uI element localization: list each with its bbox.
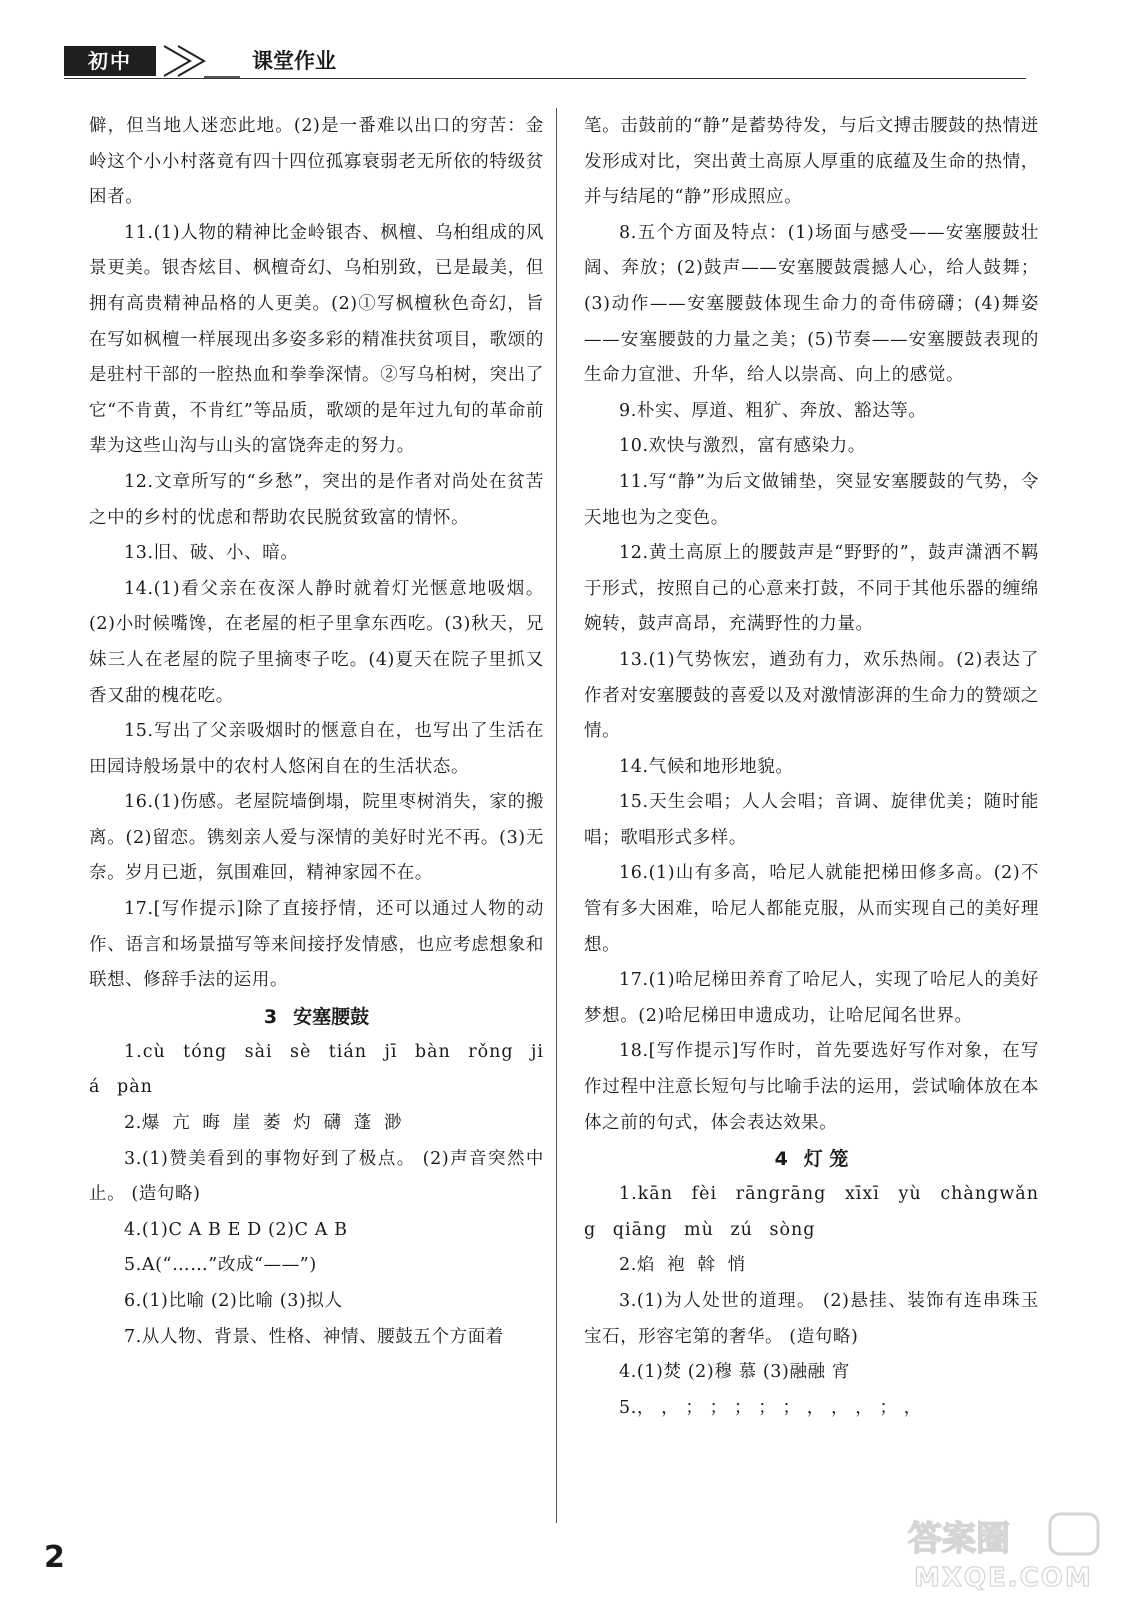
answer-paragraph: 僻，但当地人迷恋此地。(2)是一番难以出口的穷苦：金岭这个小小村落竟有四十四位孤寡衰弱老无所依的特级贫困者。: [89, 116, 544, 208]
answer-paragraph: 13.(1)气势恢宏，遒劲有力，欢乐热闹。(2)表达了作者对安塞腰鼓的喜爱以及对激情澎湃的生命力的赞颂之情。: [584, 649, 1039, 742]
answer-paragraph: 8.五个方面及特点：(1)场面与感受——安塞腰鼓壮阔、奔放；(2)鼓声——安塞腰鼓震撼人心，给人鼓舞；(3)动作——安塞腰鼓体现生命力的奇伟磅礴；(4)舞姿——安塞腰鼓的力量之美；(5)节奏——安塞腰鼓表现的生命力宣泄、升华，给人以崇高、向上的感觉。: [584, 222, 1039, 386]
svg-text:MXQE.COM: MXQE.COM: [914, 1563, 1093, 1593]
header-rule: [64, 78, 1026, 79]
page-number: 2: [44, 1540, 65, 1575]
answer-paragraph: 2.焰 袍 斡 悄: [619, 1255, 746, 1276]
answer-paragraph: 10.欢快与激烈，富有感染力。: [619, 436, 866, 457]
level-badge: 初中: [64, 46, 156, 76]
double-chevron-icon: [160, 44, 240, 78]
answer-paragraph: 13.旧、破、小、暗。: [124, 543, 299, 564]
right-column: [584, 109, 1039, 1426]
answer-paragraph: 17.[写作提示]除了直接抒情，还可以通过人物的动作、语言和场景描写等来间接抒发情感，也应考虑想象和联想、修辞手法的运用。: [89, 899, 544, 991]
section-heading: [89, 999, 544, 1035]
page-header: [64, 44, 1026, 80]
answer-paragraph: 7.从人物、背景、性格、神情、腰鼓五个方面着: [124, 1326, 504, 1347]
answer-paragraph: 16.(1)山有多高，哈尼人就能把梯田修多高。(2)不管有多大困难，哈尼人都能克服，从而实现自己的美好理想。: [584, 863, 1039, 955]
answer-paragraph: 16.(1)伤感。老屋院墙倒塌，院里枣树消失，家的搬离。(2)留恋。镌刻亲人爱与深情的美好时光不再。(3)无奈。岁月已逝，氛围难回，精神家园不在。: [89, 792, 544, 884]
answer-paragraph: 9.朴实、厚道、粗犷、奔放、豁达等。: [619, 400, 927, 421]
answer-paragraph: 4.(1)C A B E D (2)C A B: [124, 1219, 348, 1240]
answer-paragraph: 18.[写作提示]写作时，首先要选好写作对象，在写作过程中注意长短句与比喻手法的运用，尝试喻体放在本体之前的句式，体会表达效果。: [584, 1041, 1039, 1133]
answer-paragraph: 12.黄土高原上的腰鼓声是“野野的”，鼓声潇洒不羁于形式，按照自己的心意来打鼓，不同于其他乐器的缠绵婉转，鼓声高昂，充满野性的力量。: [584, 543, 1039, 635]
answer-paragraph: 笔。击鼓前的“静”是蓄势待发，与后文搏击腰鼓的热情迸发形成对比，突出黄土高原人厚重的底蕴及生命的热情，并与结尾的“静”形成照应。: [584, 116, 1039, 208]
svg-text:答案圈: 答案圈: [908, 1519, 1010, 1559]
left-column: [89, 109, 544, 1355]
answer-paragraph: 3.(1)赞美看到的事物好到了极点。 (2)声音突然中止。 (造句略): [89, 1148, 544, 1205]
column-divider: [556, 108, 557, 1523]
answer-paragraph: 4.(1)焚 (2)穆 慕 (3)融融 宵: [619, 1362, 850, 1383]
answer-paragraph: 11.写“静”为后文做铺垫，突显安塞腰鼓的气势，令天地也为之变色。: [584, 471, 1039, 528]
answer-paragraph: 11.(1)人物的精神比金岭银杏、枫檀、乌桕组成的风景更美。银杏炫目、枫檀奇幻、乌桕别致，已是最美，但拥有高贵精神品格的人更美。(2)①写枫檀秋色奇幻，旨在写如枫檀一样展现出多姿多彩的精准扶贫项目，歌颂的是驻村干部的一腔热血和拳拳深情。②写乌桕树，突出了它“不肯黄，不肯红”等品质，歌颂的是年过九旬的革命前辈为这些山沟与山头的富饶奔走的努力。: [89, 222, 544, 457]
answer-paragraph: 6.(1)比喻 (2)比喻 (3)拟人: [124, 1291, 343, 1311]
answer-paragraph: 12.文章所写的“乡愁”，突出的是作者对尚处在贫苦之中的乡村的忧虑和帮助农民脱贫致富的情怀。: [89, 471, 544, 528]
answer-paragraph: 1.kān fèi rāngrāng xīxī yù chàngwǎng qiāng mù zú sòng: [584, 1184, 1039, 1240]
answer-paragraph: 2.爆 亢 晦 崖 萎 灼 礴 蓬 渺: [124, 1113, 403, 1134]
header-title: 课堂作业: [252, 49, 336, 73]
section-number: 3: [263, 1005, 278, 1028]
answer-paragraph: 17.(1)哈尼梯田养育了哈尼人，实现了哈尼人的美好梦想。(2)哈尼梯田申遗成功，让哈尼闻名世界。: [584, 970, 1039, 1026]
answer-paragraph: 14.(1)看父亲在夜深人静时就着灯光惬意地吸烟。(2)小时候嘴馋，在老屋的柜子里拿东西吃。(3)秋天，兄妹三人在老屋的院子里摘枣子吃。(4)夏天在院子里抓又香又甜的槐花吃。: [89, 578, 544, 706]
watermark-logo: [900, 1510, 1120, 1594]
answer-paragraph: 15.写出了父亲吸烟时的惬意自在，也写出了生活在田园诗般场景中的农村人悠闲自在的生活状态。: [89, 721, 544, 777]
answer-paragraph: 5.， ， ； ； ； ； ； ， ， ， ； ，: [619, 1397, 922, 1418]
answer-paragraph: 5.A(“……”改成“——”): [124, 1255, 317, 1276]
answer-paragraph: 14.气候和地形地貌。: [619, 756, 794, 777]
section-heading: [584, 1141, 1039, 1177]
section-title: 安塞腰鼓: [293, 1005, 370, 1028]
answer-paragraph: 15.天生会唱；人人会唱；音调、旋律优美；随时能唱；歌唱形式多样。: [584, 792, 1039, 848]
answer-paragraph: 3.(1)为人处世的道理。 (2)悬挂、装饰有连串珠玉宝石，形容宅第的奢华。 (造句略): [584, 1291, 1039, 1347]
section-number: 4: [774, 1148, 788, 1171]
section-title: 灯 笼: [803, 1148, 849, 1171]
answer-paragraph: 1.cù tóng sài sè tián jī bàn rǒng jiá pàn: [89, 1041, 544, 1098]
